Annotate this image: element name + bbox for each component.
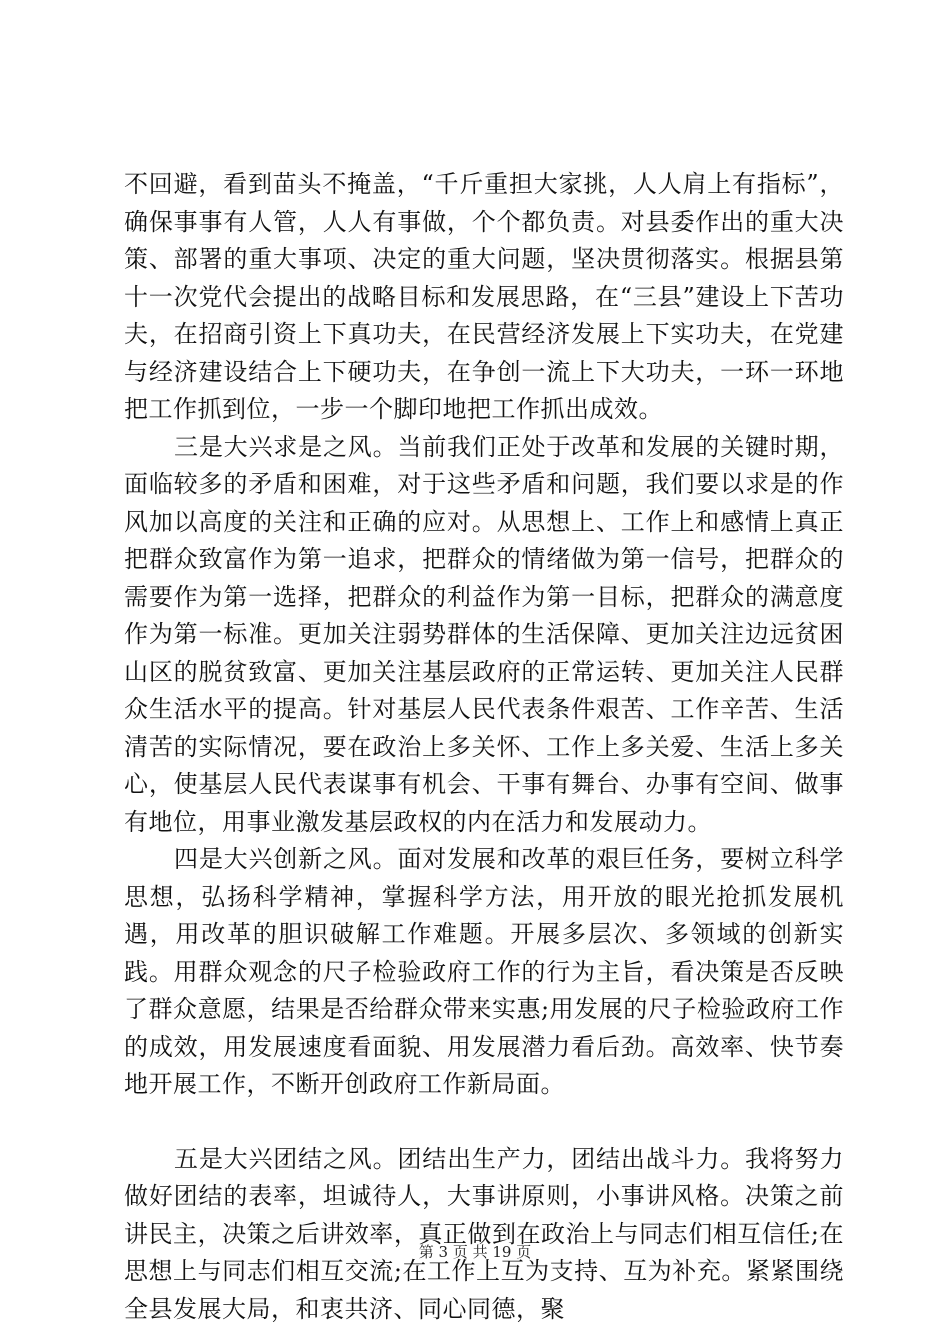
- page-number-footer: 第 3 页 共 19 页: [418, 1243, 532, 1261]
- paragraph-unity: 五是大兴团结之风。团结出生产力，团结出战斗力。我将努力做好团结的表率，坦诚待人，大事讲原则，小事讲风格。决策之前讲民主，决策之后讲效率，真正做到在政治上与同志们相互信任;在思想上与同志们相互交流;在工作上互为支持、互为补充。紧紧围绕全县发展大局，和衷共济、同心同德，聚: [124, 1144, 844, 1323]
- paragraph-seeking-truth: 三是大兴求是之风。当前我们正处于改革和发展的关键时期，面临较多的矛盾和困难，对于这些矛盾和问题，我们要以求是的作风加以高度的关注和正确的应对。从思想上、工作上和感情上真正把群众致富作为第一追求，把群众的情绪做为第一信号，把群众的需要作为第一选择，把群众的利益作为第一目标，把群众的满意度作为第一标准。更加关注弱势群体的生活保障、更加关注边远贫困山区的脱贫致富、更加关注基层政府的正常运转、更加关注人民群众生活水平的提高。针对基层人民代表条件艰苦、工作辛苦、生活清苦的实际情况，要在政治上多关怀、工作上多关爱、生活上多关心，使基层人民代表谋事有机会、干事有舞台、办事有空间、做事有地位，用事业激发基层政权的内在活力和发展动力。: [124, 432, 844, 836]
- paragraph-innovation: 四是大兴创新之风。面对发展和改革的艰巨任务，要树立科学思想，弘扬科学精神，掌握科学方法，用开放的眼光抢抓发展机遇，用改革的胆识破解工作难题。开展多层次、多领域的创新实践。用群众观念的尺子检验政府工作的行为主旨，看决策是否反映了群众意愿，结果是否给群众带来实惠;用发展的尺子检验政府工作的成效，用发展速度看面貌、用发展潜力看后劲。高效率、快节奏地开展工作，不断开创政府工作新局面。: [124, 845, 844, 1098]
- document-body: [124, 166, 844, 1328]
- paragraph-continuation: 不回避，看到苗头不掩盖，“千斤重担大家挑，人人肩上有指标”，确保事事有人管，人人有事做，个个都负责。对县委作出的重大决策、部署的重大事项、决定的重大问题，坚决贯彻落实。根据县第十一次党代会提出的战略目标和发展思路，在“三县”建设上下苦功夫，在招商引资上下真功夫，在民营经济发展上下实功夫，在党建与经济建设结合上下硬功夫，在争创一流上下大功夫，一环一环地把工作抓到位，一步一个脚印地把工作抓出成效。: [124, 170, 844, 423]
